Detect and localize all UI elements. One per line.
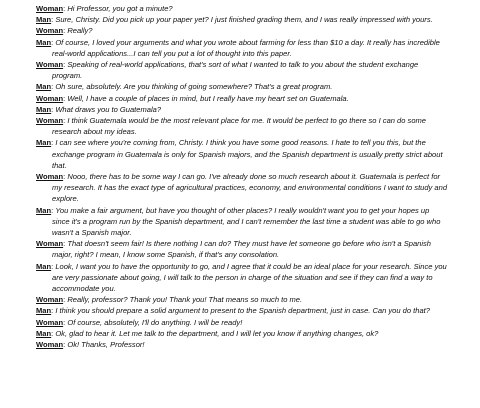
speaker-separator: : <box>63 340 68 350</box>
speaker-separator: : <box>51 261 56 271</box>
dialogue-line: Really? <box>67 26 93 36</box>
speaker-label: Man <box>36 15 52 25</box>
speaker-label: Woman <box>36 317 64 327</box>
speaker-label: Woman <box>36 172 64 182</box>
speaker-separator: : <box>63 26 68 36</box>
speaker-label: Woman <box>36 93 64 103</box>
dialogue-turn <box>36 328 448 339</box>
speaker-label: Man <box>36 261 52 271</box>
speaker-separator: : <box>63 116 68 126</box>
speaker-label: Woman <box>36 60 64 70</box>
speaker-label: Woman <box>36 26 64 36</box>
speaker-label: Man <box>36 37 52 47</box>
speaker-separator: : <box>51 82 56 92</box>
dialogue-line: Of course, I loved your arguments and what you wrote about farming for less than $10 a day. It really has incredible real-world applications...I can tell you put a lot of thought into this paper. <box>52 37 440 58</box>
dialogue-line: What draws you to Guatemala? <box>55 104 162 114</box>
speaker-label: Man <box>36 205 52 215</box>
speaker-label: Man <box>36 138 52 148</box>
dialogue-turn <box>36 104 448 115</box>
dialogue-turn <box>36 171 448 205</box>
speaker-label: Man <box>36 104 52 114</box>
dialogue-turn <box>36 305 448 316</box>
dialogue-turn <box>36 14 448 25</box>
speaker-separator: : <box>51 37 56 47</box>
dialogue-line: Look, I want you to have the opportunity to go, and I agree that it could be an ideal place for your research. Since you are very passionate about going, I will talk to the person in charge of the situation and see if they can find a way to accommodate you. <box>52 261 447 294</box>
dialogue-turn <box>36 294 448 305</box>
dialogue-line: That doesn't seem fair! Is there nothing I can do? They must have let someone go before who isn't a Spanish major, right? I mean, I know some Spanish, if that's any consolation. <box>52 239 431 260</box>
speaker-label: Woman <box>36 116 64 126</box>
dialogue-line: You make a fair argument, but have you thought of other places? I really wouldn't want you to get your hopes up since it's a program run by the Spanish department, and I can't remember the last time a student was able to go who wasn't a Spanish major. <box>52 205 441 238</box>
dialogue-turn <box>36 3 448 14</box>
dialogue-turn <box>36 205 448 239</box>
speaker-label: Woman <box>36 239 64 249</box>
dialogue-turn <box>36 261 448 295</box>
dialogue-turn <box>36 339 448 350</box>
dialogue-line: Hi Professor, you got a minute? <box>67 4 173 13</box>
speaker-label: Man <box>36 306 52 316</box>
speaker-separator: : <box>51 306 56 316</box>
speaker-separator: : <box>63 172 68 182</box>
dialogue-turn <box>36 59 448 81</box>
speaker-label: Woman <box>36 295 64 305</box>
dialogue-line: Of course, absolutely, I'll do anything. I will be ready! <box>67 317 243 327</box>
speaker-separator: : <box>63 295 68 305</box>
dialogue-turn <box>36 25 448 36</box>
dialogue-turn <box>36 93 448 104</box>
dialogue-turn <box>36 137 448 171</box>
speaker-separator: : <box>63 239 68 249</box>
speaker-separator: : <box>51 205 56 215</box>
dialogue-line: Oh sure, absolutely. Are you thinking of going somewhere? That's a great program. <box>55 82 333 92</box>
dialogue-line: Really, professor? Thank you! Thank you! That means so much to me. <box>67 295 303 305</box>
dialogue-turn <box>36 37 448 59</box>
speaker-separator: : <box>63 60 68 70</box>
transcript-document <box>36 3 448 350</box>
dialogue-line: Nooo, there has to be some way I can go. I've already done so much research about it. Guatemala is perfect for my research. It has the exact type of agricultural practices, economy, and environmental conditions I want to study and explore. <box>52 172 448 204</box>
dialogue-line: I think you should prepare a solid argument to present to the Spanish department, just in case. Can you do that? <box>55 306 430 316</box>
speaker-separator: : <box>51 15 56 25</box>
speaker-separator: : <box>51 104 56 114</box>
dialogue-turn <box>36 317 448 328</box>
speaker-separator: : <box>51 138 56 148</box>
dialogue-line: Well, I have a couple of places in mind, but I really have my heart set on Guatemala. <box>67 93 349 103</box>
dialogue-line: I can see where you're coming from, Christy. I think you have some good reasons. I hate to tell you this, but the exchange program in Guatemala is only for Spanish majors, and the Spanish department is usually pretty strict about that. <box>52 138 443 170</box>
dialogue-line: Ok, glad to hear it. Let me talk to the department, and I will let you know if anything changes, ok? <box>55 328 379 338</box>
dialogue-line: Ok! Thanks, Professor! <box>67 340 145 350</box>
speaker-separator: : <box>63 93 68 103</box>
speaker-label: Woman <box>36 4 64 13</box>
speaker-label: Woman <box>36 340 64 350</box>
dialogue-turn <box>36 238 448 260</box>
speaker-label: Man <box>36 82 52 92</box>
dialogue-line: I think Guatemala would be the most relevant place for me. It would be perfect to go there so I can do some research about my ideas. <box>52 116 427 137</box>
dialogue-turn <box>36 81 448 92</box>
dialogue-line: Sure, Christy. Did you pick up your paper yet? I just finished grading them, and I was really impressed with yours. <box>55 15 433 25</box>
speaker-separator: : <box>63 317 68 327</box>
speaker-separator: : <box>63 4 68 13</box>
dialogue-line: Speaking of real-world applications, that's sort of what I wanted to talk to you about the student exchange program. <box>52 60 419 81</box>
speaker-separator: : <box>51 328 56 338</box>
speaker-label: Man <box>36 328 52 338</box>
dialogue-turn <box>36 115 448 137</box>
